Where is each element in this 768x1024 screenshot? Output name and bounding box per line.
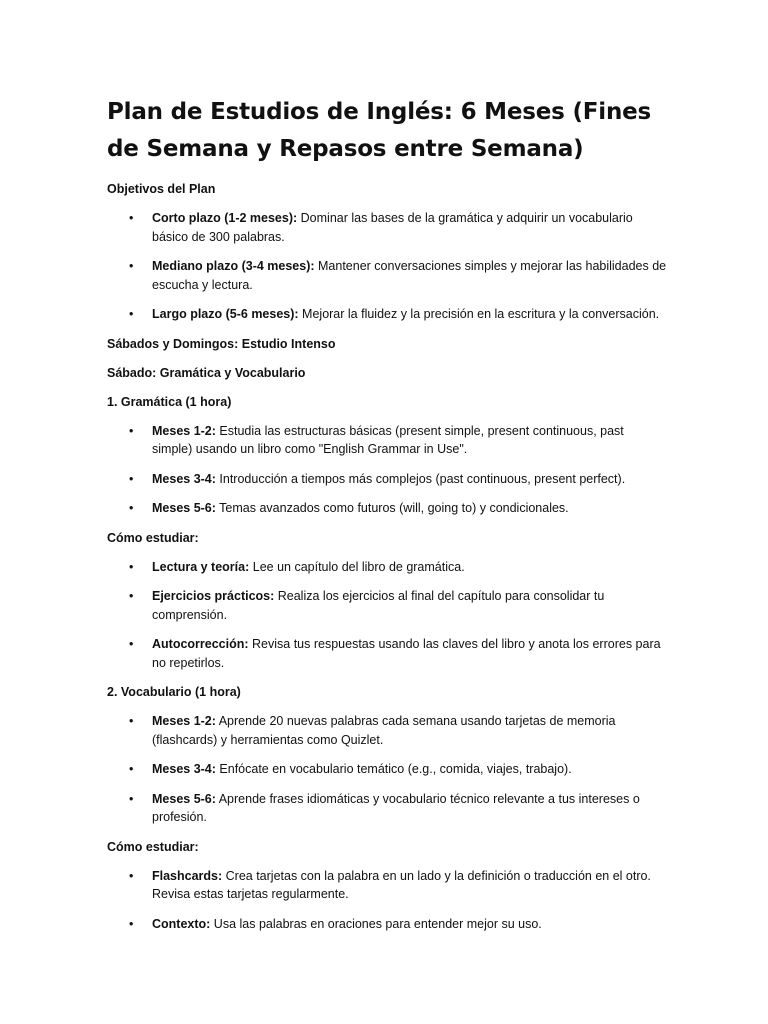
bullet-icon: •	[129, 916, 134, 931]
section-heading: Cómo estudiar:	[107, 839, 199, 854]
list-item-label: Contexto:	[152, 916, 211, 931]
list-item	[107, 209, 667, 246]
bullet-icon: •	[129, 307, 134, 321]
list-item-label: Meses 3-4:	[152, 471, 216, 486]
bullet-list	[107, 422, 667, 518]
bullet-icon: •	[129, 791, 134, 806]
list-item-text: Realiza los ejercicios al final del capítulo para consolidar tu comprensión.	[152, 589, 605, 622]
list-item	[107, 422, 667, 459]
section-heading: Sábados y Domingos: Estudio Intenso	[107, 336, 336, 351]
list-item-label: Meses 5-6:	[152, 501, 216, 515]
list-item-label: Corto plazo (1-2 meses):	[152, 211, 298, 225]
list-item-label: Meses 5-6:	[152, 791, 216, 806]
document-body	[107, 180, 667, 933]
bullet-list	[107, 867, 667, 934]
list-item-text: Estudia las estructuras básicas (present simple, present continuous, past simple) usando un libro como "English Grammar in Use".	[152, 423, 624, 456]
bullet-icon: •	[129, 589, 134, 603]
list-item-text: Introducción a tiempos más complejos (past continuous, present perfect).	[215, 471, 626, 486]
section-heading: 2. Vocabulario (1 hora)	[107, 685, 241, 699]
list-item-text: Usa las palabras en oraciones para entender mejor su uso.	[210, 916, 542, 931]
list-item-text: Mantener conversaciones simples y mejorar las habilidades de escucha y lectura.	[152, 259, 667, 292]
list-item	[107, 915, 667, 934]
list-item	[107, 499, 667, 518]
document-title: Plan de Estudios de Inglés: 6 Meses (Fines de Semana y Repasos entre Semana)	[107, 99, 652, 162]
section-heading: Sábado: Gramática y Vocabulario	[107, 365, 306, 380]
list-item-text: Aprende frases idiomáticas y vocabulario técnico relevante a tus intereses o profesión.	[152, 791, 640, 824]
bullet-icon: •	[129, 423, 134, 438]
list-item-text: Aprende 20 nuevas palabras cada semana usando tarjetas de memoria (flashcards) y herramientas como Quizlet.	[152, 714, 616, 747]
list-item	[107, 470, 667, 489]
list-item-label: Lectura y teoría:	[152, 559, 250, 574]
bullet-list	[107, 712, 667, 827]
list-item-label: Largo plazo (5-6 meses):	[152, 307, 299, 321]
list-item-text: Mejorar la fluidez y la precisión en la escritura y la conversación.	[298, 307, 660, 321]
list-item	[107, 712, 667, 749]
list-item	[107, 867, 667, 904]
list-item	[107, 760, 667, 779]
list-item-label: Ejercicios prácticos:	[152, 589, 275, 603]
bullet-icon: •	[129, 259, 134, 273]
list-item-text: Temas avanzados como futuros (will, going to) y condicionales.	[215, 501, 569, 515]
bullet-icon: •	[129, 211, 134, 225]
list-item-label: Meses 3-4:	[152, 762, 216, 776]
list-item-label: Flashcards:	[152, 868, 223, 883]
list-item	[107, 558, 667, 577]
bullet-list	[107, 558, 667, 673]
list-item-text: Lee un capítulo del libro de gramática.	[249, 559, 465, 574]
list-item	[107, 635, 667, 672]
bullet-icon: •	[129, 637, 134, 651]
bullet-icon: •	[129, 471, 134, 486]
bullet-icon: •	[129, 714, 134, 728]
list-item	[107, 587, 667, 624]
section-heading: Cómo estudiar:	[107, 530, 199, 545]
section-heading: Objetivos del Plan	[107, 182, 216, 196]
list-item-label: Mediano plazo (3-4 meses):	[152, 259, 315, 273]
list-item	[107, 257, 667, 294]
bullet-icon: •	[129, 762, 134, 776]
section-heading: 1. Gramática (1 hora)	[107, 394, 232, 409]
list-item-label: Meses 1-2:	[152, 714, 216, 728]
list-item-label: Meses 1-2:	[152, 423, 216, 438]
list-item-text: Revisa tus respuestas usando las claves del libro y anota los errores para no repetirlos.	[152, 637, 661, 670]
document-page	[107, 94, 667, 944]
list-item	[107, 305, 667, 324]
bullet-icon: •	[129, 501, 134, 515]
list-item	[107, 790, 667, 827]
bullet-icon: •	[129, 868, 134, 883]
list-item-text: Dominar las bases de la gramática y adquirir un vocabulario básico de 300 palabras.	[152, 211, 633, 244]
bullet-list	[107, 209, 667, 324]
list-item-text: Crea tarjetas con la palabra en un lado y la definición o traducción en el otro. Revisa estas tarjetas regularmente.	[152, 868, 651, 901]
bullet-icon: •	[129, 559, 134, 574]
list-item-text: Enfócate en vocabulario temático (e.g., comida, viajes, trabajo).	[215, 762, 572, 776]
list-item-label: Autocorrección:	[152, 637, 249, 651]
